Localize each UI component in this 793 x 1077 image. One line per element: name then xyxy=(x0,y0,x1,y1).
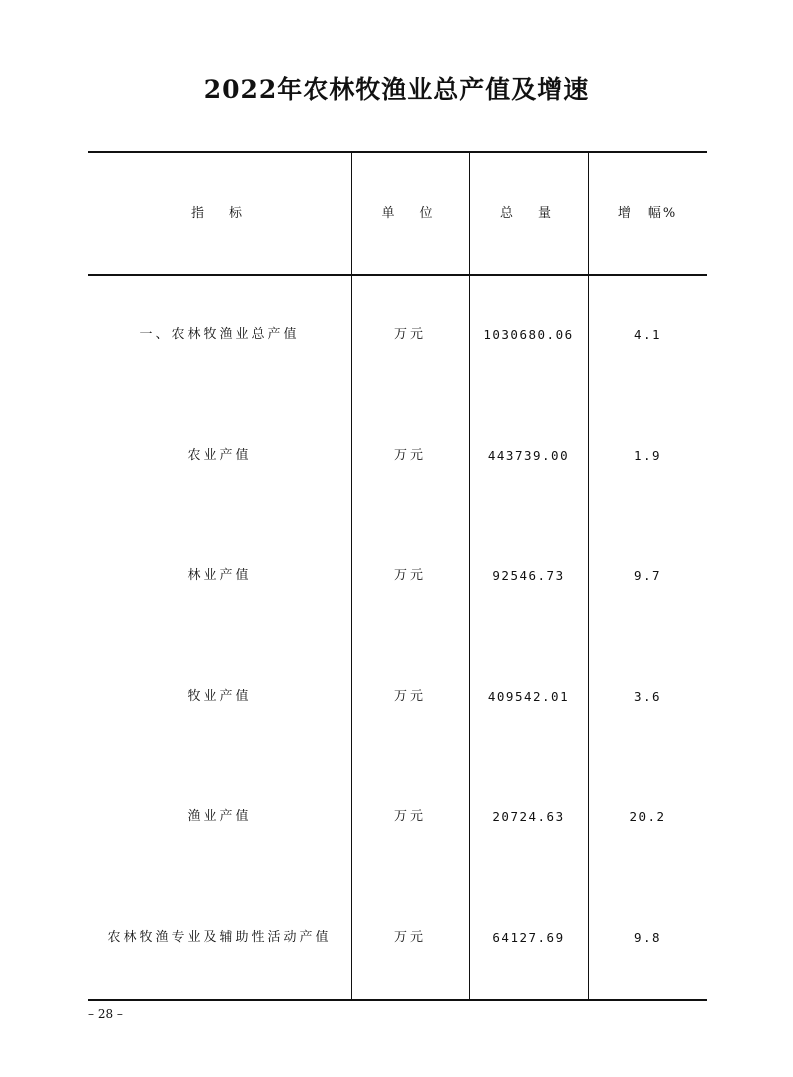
row-total: 409542.01 xyxy=(487,689,570,704)
row-unit: 万元 xyxy=(393,568,426,583)
row-unit: 万元 xyxy=(393,327,426,342)
data-table xyxy=(88,151,707,1001)
row-unit: 万元 xyxy=(393,809,426,824)
row-total: 443739.00 xyxy=(487,448,570,463)
row-growth: 20.2 xyxy=(629,809,666,824)
table-header-rule xyxy=(88,274,707,276)
row-total: 1030680.06 xyxy=(483,327,574,342)
row-total: 64127.69 xyxy=(492,930,565,945)
row-total: 20724.63 xyxy=(492,809,565,824)
table-bottom-rule xyxy=(88,999,707,1001)
row-unit: 万元 xyxy=(393,930,426,945)
header-indicator: 指 标 xyxy=(190,205,248,221)
row-indicator: 一、农林牧渔业总产值 xyxy=(139,327,300,342)
row-growth: 4.1 xyxy=(633,327,662,342)
row-unit: 万元 xyxy=(393,448,426,463)
row-growth: 9.8 xyxy=(633,930,662,945)
header-total: 总 量 xyxy=(499,205,557,221)
row-indicator: 牧业产值 xyxy=(187,689,252,704)
row-total: 92546.73 xyxy=(492,568,565,583)
page-number: – 28 – xyxy=(88,1007,123,1021)
row-indicator: 农林牧渔专业及辅助性活动产值 xyxy=(107,930,332,945)
row-indicator: 林业产值 xyxy=(187,568,252,583)
header-growth: 增 幅% xyxy=(617,205,678,221)
row-growth: 1.9 xyxy=(633,448,662,463)
row-growth: 9.7 xyxy=(633,568,662,583)
row-unit: 万元 xyxy=(393,689,426,704)
page-title: 2022年农林牧渔业总产值及增速 xyxy=(203,75,590,104)
header-unit: 单 位 xyxy=(381,205,439,221)
row-growth: 3.6 xyxy=(633,689,662,704)
row-indicator: 农业产值 xyxy=(187,448,252,463)
row-indicator: 渔业产值 xyxy=(187,809,252,824)
